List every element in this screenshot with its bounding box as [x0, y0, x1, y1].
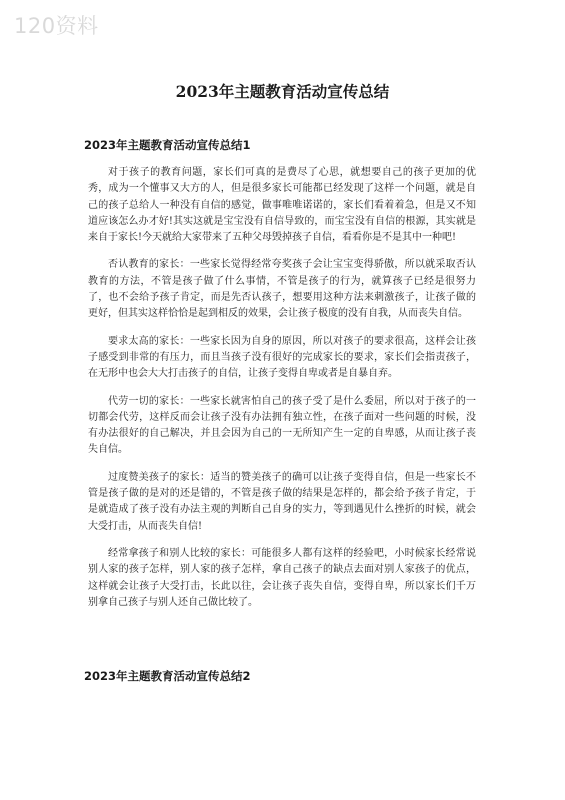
section-heading-2: 2023年主题教育活动宣传总结2 [84, 669, 251, 683]
section-heading-1: 2023年主题教育活动宣传总结1 [84, 138, 251, 152]
paragraph: 否认教育的家长：一些家长觉得经常夸奖孩子会让宝宝变得骄傲，所以就采取否认教育的方法，不管是孩子做了什么事情，不管是孩子的行为，就算孩子已经是很努力了，也不会给予孩子肯定，而是先否认孩子，想要用这种方法来刺激孩子，让孩子做的更好，但其实这样恰恰是起到相反的效果，会让孩子极度的没有自我，从而丧失自信。 [88, 259, 476, 320]
section-1-body [88, 165, 476, 622]
paragraph: 过度赞美孩子的家长：适当的赞美孩子的确可以让孩子变得自信，但是一些家长不管是孩子做的是对的还是错的，不管是孩子做的结果是怎样的，都会给予孩子肯定，于是就造成了孩子没有办法主观的判断自己自身的实力，等到遇见什么挫折的时候，就会大受打击，从而丧失自信! [88, 471, 476, 532]
document-title: 2023年主题教育活动宣传总结 [175, 82, 390, 101]
paragraph: 经常拿孩子和别人比较的家长：可能很多人都有这样的经验吧，小时候家长经常说别人家的孩子怎样，别人家的孩子怎样，拿自己孩子的缺点去面对别人家孩子的优点，这样就会让孩子大受打击，长此以往，会让孩子丧失自信，变得自卑，所以家长们千万别拿自己孩子与别人还自己做比较了。 [88, 547, 476, 608]
watermark-logo: 120资料 [14, 14, 99, 38]
paragraph: 要求太高的家长：一些家长因为自身的原因，所以对孩子的要求很高，这样会让孩子感受到非常的有压力，而且当孩子没有很好的完成家长的要求，家长们会指责孩子，在无形中也会大大打击孩子的自信，让孩子变得自卑或者是自暴自弃。 [88, 335, 476, 380]
paragraph: 代劳一切的家长：一些家长就害怕自己的孩子受了是什么委屈，所以对于孩子的一切都会代劳，这样反而会让孩子没有办法拥有独立性，在孩子面对一些问题的时候，没有办法很好的自己解决，并且会因为自己的一无所知产生一定的自卑感，从而让孩子丧失自信。 [88, 395, 476, 456]
paragraph: 对于孩子的教育问题，家长们可真的是费尽了心思，就想要自己的孩子更加的优秀，成为一个懂事又大方的人，但是很多家长可能都已经发现了这样一个问题，就是自己的孩子总给人一种没有自信的感觉，做事唯唯诺诺的，家长们看着着急，但是又不知道应该怎么办才好!其实这就是宝宝没有自信导致的，而宝宝没有自信的根源，其实就是来自于家长!今天就给大家带来了五种父母毁掉孩子自信，看看你是不是其中一种吧! [88, 167, 476, 244]
